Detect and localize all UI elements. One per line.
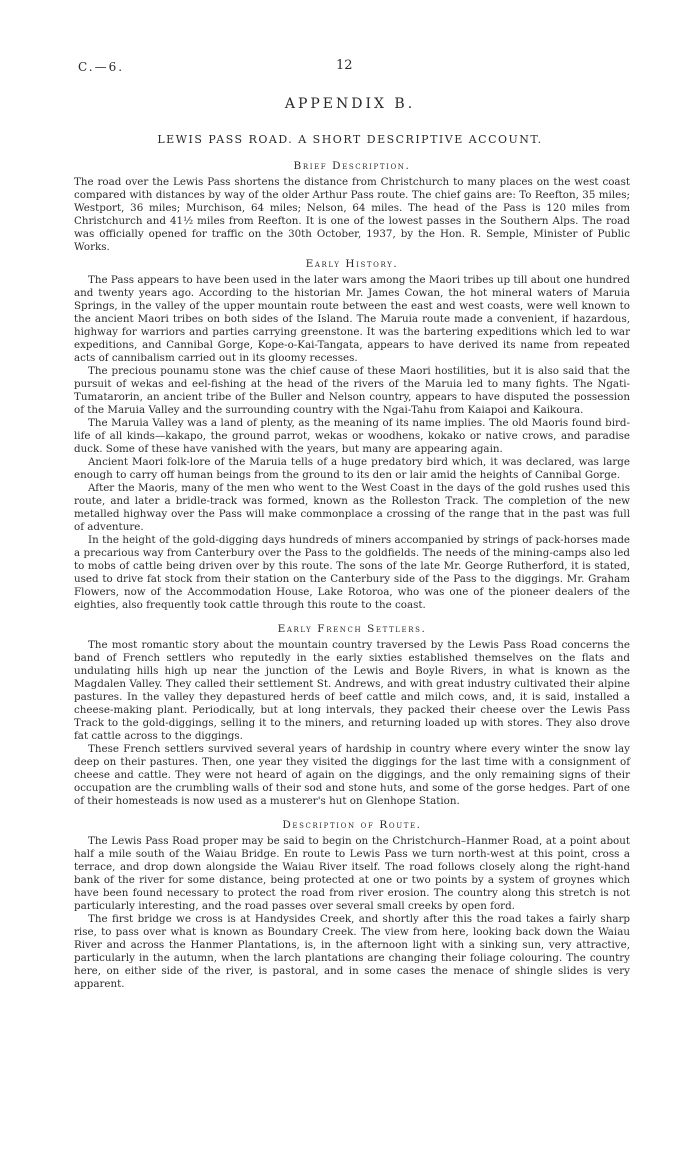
section-heading-early-french-settlers: Early French Settlers.: [277, 623, 427, 635]
appendix-title: APPENDIX B.: [284, 96, 416, 112]
section-heading-description-of-route: Description of Route.: [282, 819, 422, 831]
page-number: 12: [336, 58, 353, 73]
paragraph: The road over the Lewis Pass shortens the distance from Christchurch to many places on the west coast compared with distances by way of the older Arthur Pass route. The chief gains are: To Reefton, 35 miles; Westport, 36 miles; Murchison, 64 miles; Nelson, 64 miles. The head of the Pass is 120 miles from Christchurch and 41½ miles from Reefton. It is one of the lowest passes in the Southern Alps. The road was officially opened for traffic on the 30th October, 1937, by the Hon. R. Semple, Minister of Public Works.: [74, 176, 630, 253]
body-text: [74, 160, 630, 991]
paragraph: The precious pounamu stone was the chief cause of these Maori hostilities, but it is also said that the pursuit of wekas and eel-fishing at the head of the rivers of the Maruia led to many fights. The Ngati-Tumatarorin, an ancient tribe of the Buller and Nelson country, appears to have disputed the possession of the Maruia Valley and the surrounding country with the Ngai-Tahu from Kaiapoi and Kaikoura.: [74, 365, 630, 416]
paragraph: Ancient Maori folk-lore of the Maruia tells of a huge predatory bird which, it was declared, was large enough to carry off human beings from the ground to its den or lair amid the heights of Cannibal Gorge.: [74, 456, 630, 481]
paragraph: The most romantic story about the mountain country traversed by the Lewis Pass Road concerns the band of French settlers who reputedly in the early sixties established themselves on the flats and undulating hills high up near the junction of the Lewis and Boyle Rivers, in what is known as the Magdalen Valley. They called their settlement St. Andrews, and with great industry cultivated their alpine pastures. In the valley they depastured herds of beef cattle and milch cows, and, it is said, installed a cheese-making plant. Periodically, but at long intervals, they packed their cheese over the Lewis Pass Track to the gold-diggings, selling it to the miners, and returning loaded up with stores. They also drove fat cattle across to the diggings.: [74, 639, 630, 742]
document-reference: C.—6.: [78, 60, 125, 74]
paragraph: The first bridge we cross is at Handysides Creek, and shortly after this the road takes a fairly sharp rise, to pass over what is known as Boundary Creek. The view from here, looking back down the Waiau River and across the Hanmer Plantations, is, in the afternoon light with a sinking sun, very attractive, particularly in the autumn, when the larch plantations are changing their foliage colouring. The country here, on either side of the river, is pastoral, and in some cases the menace of shingle slides is very apparent.: [74, 913, 630, 990]
section-heading-brief-description: Brief Description.: [293, 160, 411, 172]
paragraph: The Pass appears to have been used in the later wars among the Maori tribes up till about one hundred and twenty years ago. According to the historian Mr. James Cowan, the hot mineral waters of Maruia Springs, in the valley of the upper mountain route between the east and west coasts, were well known to the ancient Maori tribes on both sides of the Island. The Maruia route made a convenient, if hazardous, highway for warriors and parties carrying greenstone. It was the bartering expeditions which led to war expeditions, and Cannibal Gorge, Kope-o-Kai-Tangata, appears to have derived its name from repeated acts of cannibalism carried out in its gloomy recesses.: [74, 274, 630, 364]
paragraph: The Lewis Pass Road proper may be said to begin on the Christchurch–Hanmer Road, at a point about half a mile south of the Waiau Bridge. En route to Lewis Pass we turn north-west at this point, cross a terrace, and drop down alongside the Waiau River itself. The road follows closely along the right-hand bank of the river for some distance, being protected at one or two points by a system of groynes which have been found necessary to protect the road from river erosion. The country along this stretch is not particularly interesting, and the road passes over several small creeks by open ford.: [74, 835, 630, 912]
paragraph: The Maruia Valley was a land of plenty, as the meaning of its name implies. The old Maoris found bird-life of all kinds—kakapo, the ground parrot, wekas or woodhens, kokako or native crows, and paradise duck. Some of these have vanished with the years, but many are appearing again.: [74, 417, 630, 455]
paragraph: After the Maoris, many of the men who went to the West Coast in the days of the gold rushes used this route, and later a bridle-track was formed, known as the Rolleston Track. The completion of the new metalled highway over the Pass will make commonplace a crossing of the range that in the past was full of adventure.: [74, 482, 630, 533]
document-title: LEWIS PASS ROAD. A SHORT DESCRIPTIVE ACCOUNT.: [157, 133, 543, 146]
paragraph: In the height of the gold-digging days hundreds of miners accompanied by strings of pack-horses made a precarious way from Canterbury over the Pass to the goldfields. The needs of the mining-camps also led to mobs of cattle being driven over by this route. The sons of the late Mr. George Rutherford, it is stated, used to drive fat stock from their station on the Canterbury side of the Pass to the diggings. Mr. Graham Flowers, now of the Accommodation House, Lake Rotoroa, who was one of the pioneer dealers of the eighties, also frequently took cattle through this route to the coast.: [74, 534, 630, 611]
paragraph: These French settlers survived several years of hardship in country where every winter the snow lay deep on their pastures. Then, one year they visited the diggings for the last time with a consignment of cheese and cattle. They were not heard of again on the diggings, and the only remaining signs of their occupation are the crumbling walls of their sod and stone huts, and some of the gorse hedges. Part of one of their homesteads is now used as a musterer's hut on Glenhope Station.: [74, 743, 630, 807]
section-heading-early-history: Early History.: [305, 258, 399, 270]
